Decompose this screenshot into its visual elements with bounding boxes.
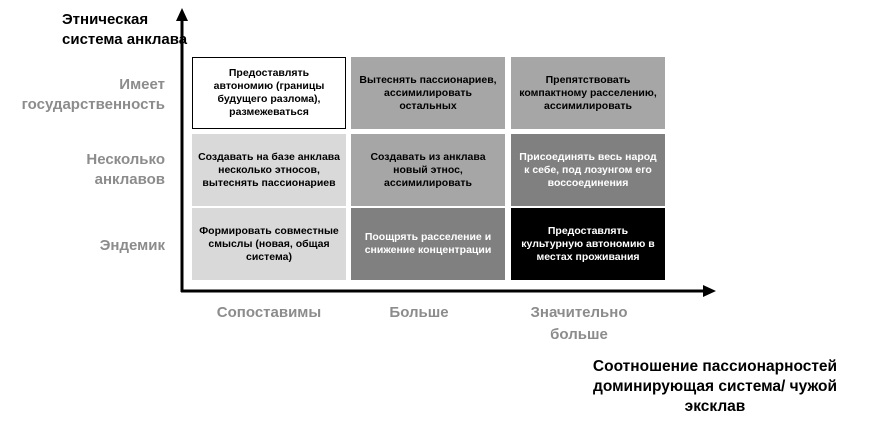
matrix-cell-text: Предоставлять культурную автономию в местах проживания <box>521 224 655 263</box>
x-axis-title <box>560 357 869 417</box>
column-label-greater: Больше <box>389 304 449 321</box>
matrix-cell-text: Формировать совместные смыслы (новая, общая система) <box>199 224 339 263</box>
x-axis-arrow <box>703 285 716 297</box>
matrix-cell-text: Присоединять весь народ к себе, под лозунгом его воссоединения <box>519 150 657 189</box>
row-label-endemic: Эндемик <box>99 237 165 254</box>
column-label-comparable: Сопоставимы <box>216 304 322 321</box>
x-axis-title-line: эксклав <box>684 398 746 415</box>
matrix-cell-text: Создавать на базе анклава несколько этносов, вытеснять пассионариев <box>198 150 340 189</box>
matrix-cell <box>192 208 346 280</box>
y-axis-title-line: система анклава <box>62 31 188 48</box>
y-axis-title-line: Этническая <box>62 11 149 28</box>
matrix-cell <box>511 57 665 129</box>
matrix-cell <box>351 134 505 206</box>
matrix-cell <box>511 134 665 206</box>
matrix-cell <box>192 57 346 129</box>
row-label-several-enclaves: Несколько анклавов <box>86 151 165 188</box>
matrix-cell-text: Предоставлять автономию (границы будущего разлома), размежеваться <box>213 67 325 118</box>
x-axis-title-line: доминирующая система/ чужой <box>592 378 838 395</box>
matrix-cell-text: Препятствовать компактному расселению, ассимилировать <box>519 73 657 112</box>
matrix-cell <box>351 57 505 129</box>
matrix-cell <box>351 208 505 280</box>
x-axis-title-line: Соотношение пассионарностей <box>592 358 838 375</box>
y-axis-title <box>62 10 222 50</box>
matrix-cell-text: Поощрять расселение и снижение концентрации <box>364 231 492 256</box>
matrix-cell-text: Вытеснять пассионариев, ассимилировать остальных <box>359 73 497 112</box>
matrix-cell <box>511 208 665 280</box>
matrix-cell-text: Создавать из анклава новый этнос, ассимилировать <box>370 150 486 189</box>
column-label-much-greater: Значительно больше <box>530 304 628 343</box>
matrix-cell <box>192 134 346 206</box>
row-label-statehood: Имеет государственность <box>21 76 165 113</box>
